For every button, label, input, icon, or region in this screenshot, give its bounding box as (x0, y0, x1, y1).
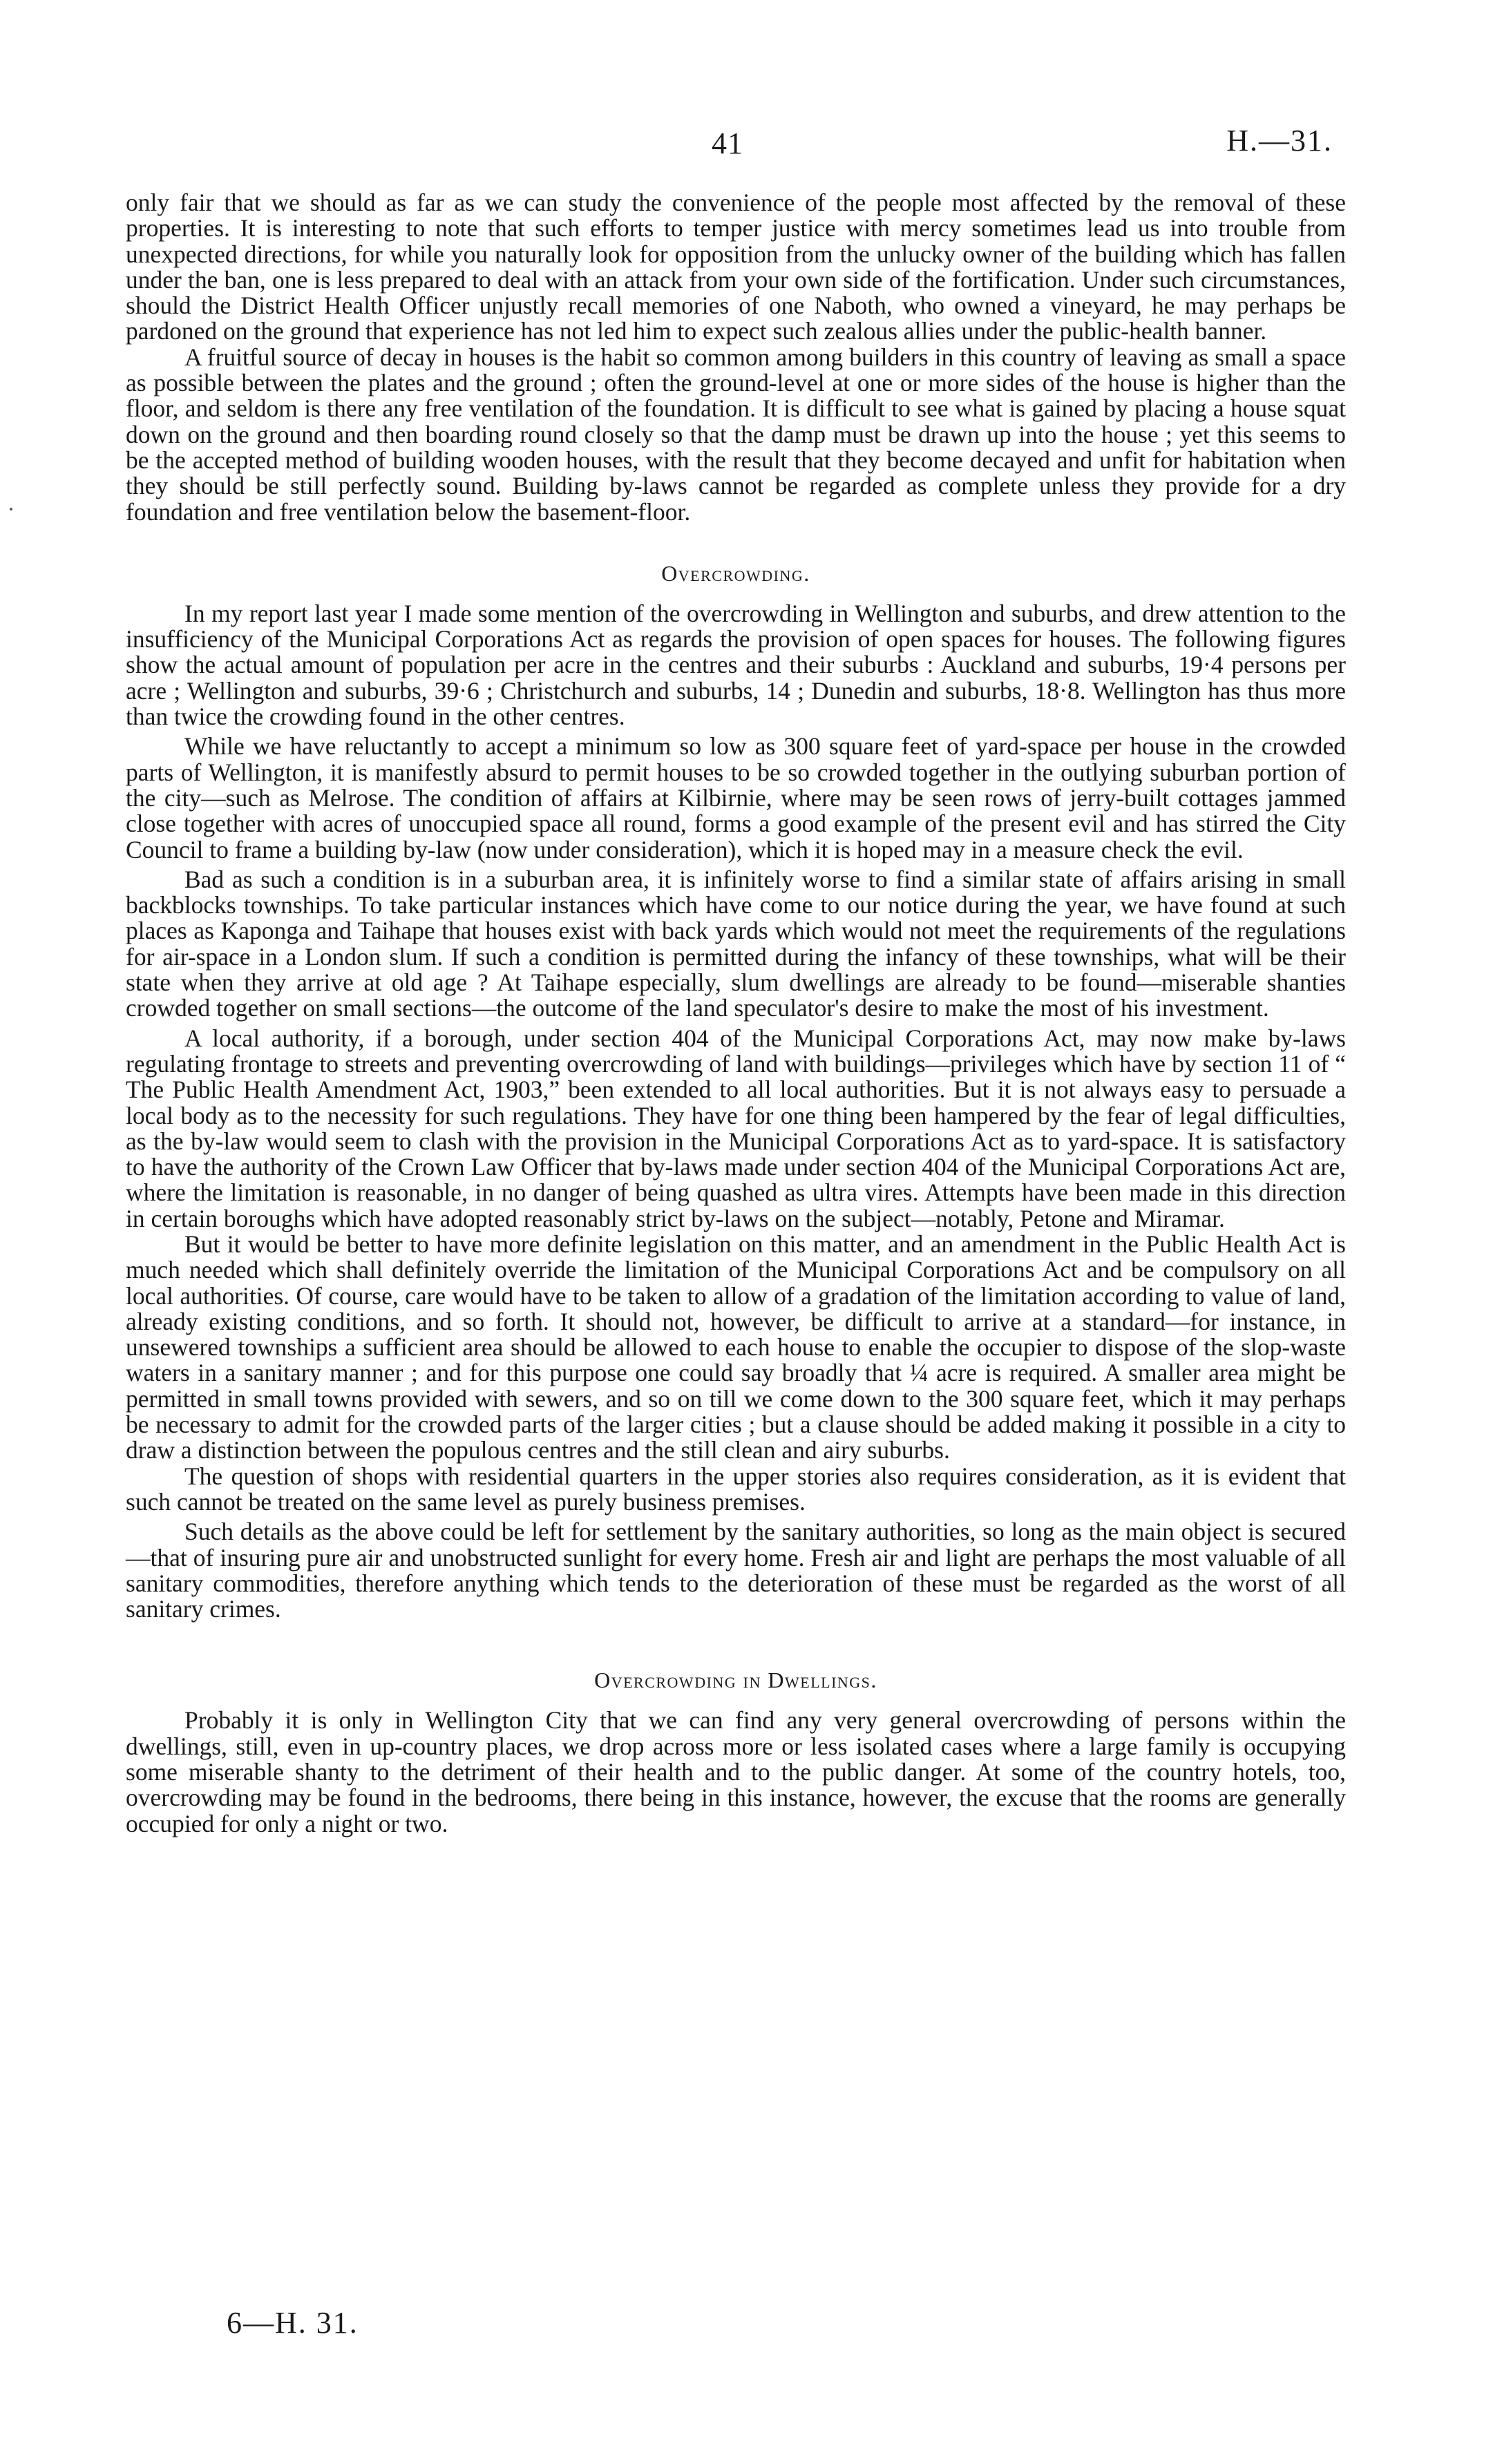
body-text (126, 190, 1346, 1837)
paragraph-shops: The question of shops with residential quarters in the upper stories also requires consideration, as it is evident that such cannot be treated on the same level as purely business premises. (126, 1462, 1346, 1516)
section-heading-dwellings: Overcrowding in Dwellings. (594, 1668, 877, 1693)
paragraph-yard-space: While we have reluctantly to accept a minimum so low as 300 square feet of yard-space per house in the crowded parts of Wellington, it is manifestly absurd to permit houses to be so crowded together in the outlying suburban portion of the city—such as Melrose. The condition of affairs at Kilbirnie, where may be seen rows of jerry-built cottages jammed close together with acres of unoccupied space all round, forms a good example of the present evil and has stirred the City Council to frame a building by-law (now under consideration), which it is hoped may in a measure check the evil. (126, 732, 1346, 863)
paragraph-sanitary-details: Such details as the above could be left for settlement by the sanitary authorities, so long as the main object is secured—that of insuring pure air and unobstructed sunlight for every home. Fresh air and light are perhaps the most valuable of all sanitary commodities, therefore anything which tends to the deterioration of these must be regarded as the worst of all sanitary crimes. (126, 1518, 1346, 1623)
page-number: 41 (712, 126, 743, 160)
paragraph-local-authority: A local authority, if a borough, under section 404 of the Municipal Corporations Act, may now make by-laws regulating frontage to streets and preventing overcrowding of land with buildings—privileges which have by section 11 of “ The Public Health Amendment Act, 1903,” been extended to all local authorities. But it is not always easy to persuade a local body as to the necessity for such regulations. They have for one thing been hampered by the fear of legal difficulties, as the by-law would seem to clash with the provision in the Municipal Corporations Act as to yard-space. It is satisfactory to have the authority of the Crown Law Officer that by-laws made under section 404 of the Municipal Corporations Act are, where the limitation is reasonable, in no danger of being quashed as ultra vires. Attempts have been made in this direction in certain boroughs which have adopted reasonably strict by-laws on the subject—notably, Petone and Miramar. (126, 1024, 1346, 1232)
footer-signature: 6—H. 31. (227, 2306, 359, 2340)
paragraph-legislation: But it would be better to have more definite legislation on this matter, and an amendment in the Public Health Act is much needed which shall definitely override the limitation of the Municipal Corporations Act and be compulsory on all local authorities. Of course, care would have to be taken to allow of a gradation of the limitation according to value of land, already existing conditions, and so forth. It should not, however, be difficult to arrive at a standard—for instance, in unsewered townships a sufficient area should be allowed to each house to enable the occupier to dispose of the slop-waste waters in a sanitary manner ; and for this purpose one could say broadly that ¼ acre is required. A smaller area might be permitted in small towns provided with sewers, and so on till we come down to the 300 square feet, which it may perhaps be necessary to admit for the crowded parts of the larger cities ; but a clause should be added making it possible in a city to draw a distinction between the populous centres and the still clean and airy suburbs. (126, 1230, 1346, 1464)
margin-mark (10, 508, 12, 510)
document-reference: H.—31. (1226, 124, 1333, 157)
paragraph-population-density: In my report last year I made some mention of the overcrowding in Wellington and suburbs, and drew attention to the insufficiency of the Municipal Corporations Act as regards the provision of open spaces for houses. The following figures show the actual amount of population per acre in the centres and their suburbs : Auckland and suburbs, 19·4 persons per acre ; Wellington and suburbs, 39·6 ; Christchurch and suburbs, 14 ; Dunedin and suburbs, 18·8. Wellington has thus more than twice the crowding found in the other centres. (126, 599, 1346, 731)
paragraph-continued: only fair that we should as far as we can study the convenience of the people most affected by the removal of these properties. It is interesting to note that such efforts to temper justice with mercy sometimes lead us into trouble from unexpected directions, for while you naturally look for opposition from the unlucky owner of the building which has fallen under the ban, one is less prepared to deal with an attack from your own side of the fortification. Under such circumstances, should the District Health Officer unjustly recall memories of one Naboth, who owned a vineyard, he may perhaps be pardoned on the ground that experience has not led him to expect such zealous allies under the public-health banner. (126, 189, 1346, 345)
paragraph-backblocks: Bad as such a condition is in a suburban area, it is infinitely worse to find a similar state of affairs arising in small backblocks townships. To take particular instances which have come to our notice during the year, we have found at such places as Kaponga and Taihape that houses exist with back yards which would not meet the requirements of the regulations for air-space in a London slum. If such a condition is permitted during the infancy of these townships, what will be their state when they arrive at old age ? At Taihape especially, slum dwellings are already to be found—miserable shanties crowded together on small sections—the outcome of the land speculator's desire to make the most of his investment. (126, 865, 1346, 1022)
paragraph-dwellings: Probably it is only in Wellington City that we can find any very general overcrowding of persons within the dwellings, still, even in up-country places, we drop across more or less isolated cases where a large family is occupying some miserable shanty to the detriment of their health and to the public danger. At some of the country hotels, too, overcrowding may be found in the bedrooms, there being in this instance, however, the excuse that the rooms are generally occupied for only a night or two. (126, 1706, 1346, 1837)
section-heading-overcrowding: Overcrowding. (661, 560, 810, 586)
paragraph-foundations: A fruitful source of decay in houses is the habit so common among builders in this country of leaving as small a space as possible between the plates and the ground ; often the ground-level at one or more sides of the house is higher than the floor, and seldom is there any free ventilation of the foundation. It is difficult to see what is gained by placing a house squat down on the ground and then boarding round closely so that the damp must be drawn up into the house ; yet this seems to be the accepted method of building wooden houses, with the result that they become decayed and unfit for habitation when they should be still perfectly sound. Building by-laws cannot be regarded as complete unless they provide for a dry foundation and free ventilation below the basement-floor. (126, 343, 1346, 526)
